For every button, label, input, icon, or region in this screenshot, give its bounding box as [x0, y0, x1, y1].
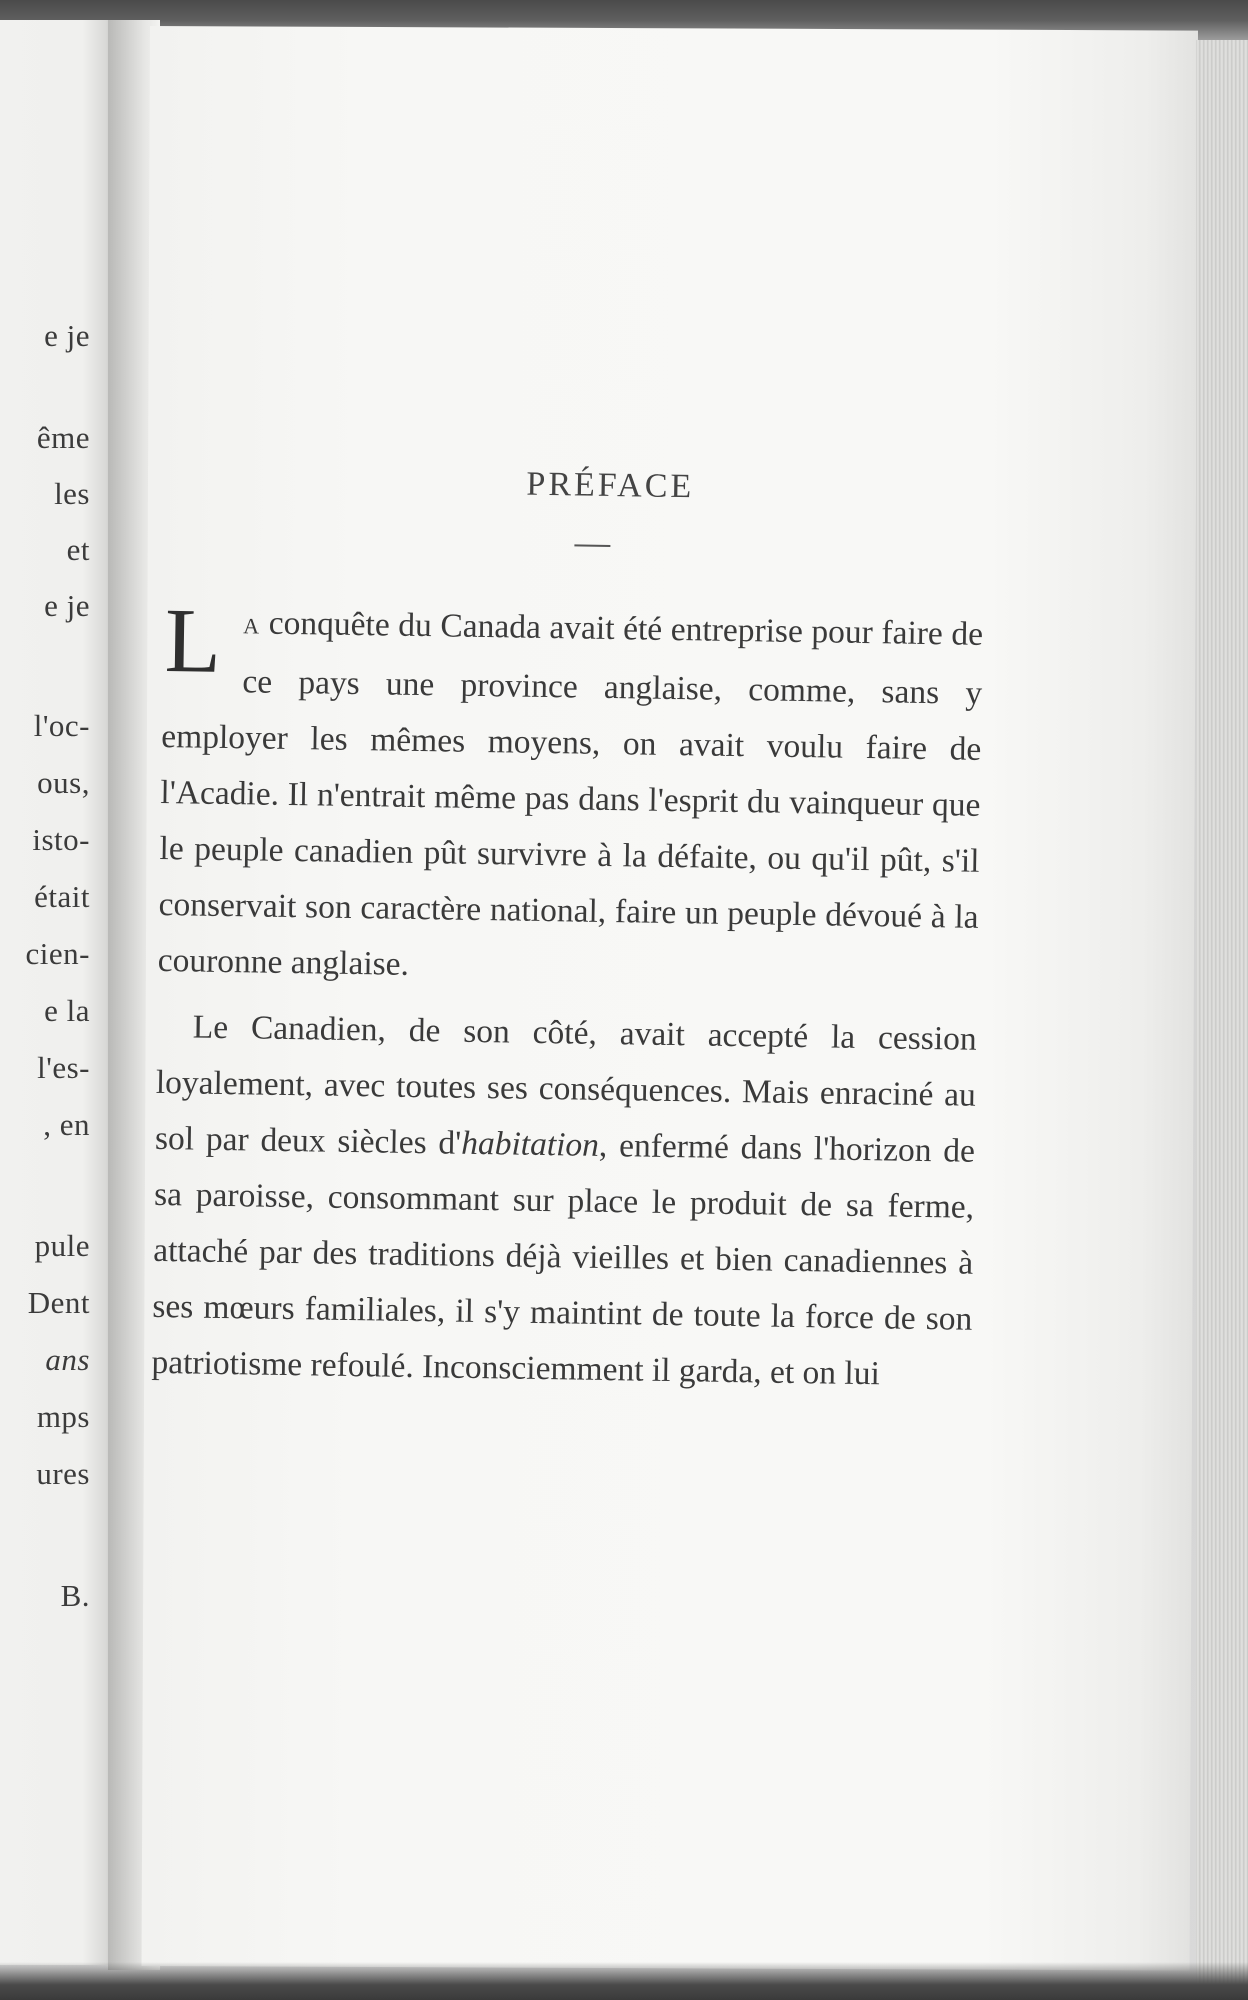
- left-page-fragment: e je: [44, 588, 90, 623]
- left-page-fragment: mps: [36, 1399, 90, 1434]
- left-page-fragment: et: [66, 532, 90, 567]
- left-page-fragment: e la: [44, 993, 90, 1028]
- left-page-fragment: les: [54, 476, 90, 511]
- left-page-fragment: était: [34, 879, 90, 914]
- left-page-fragment: e je: [44, 318, 90, 353]
- bottom-shadow: [0, 1962, 1248, 2000]
- left-page-fragment: ans: [45, 1342, 90, 1377]
- left-page: [0, 20, 118, 1965]
- second-paragraph: [151, 999, 977, 1404]
- left-page-fragment: , en: [43, 1107, 90, 1142]
- left-page-fragment: l'es-: [37, 1050, 90, 1085]
- left-page-fragment: ous,: [37, 765, 90, 800]
- left-page-fragment: Dent: [27, 1285, 90, 1320]
- left-page-fragment: isto-: [32, 822, 90, 857]
- left-page-fragment: ures: [36, 1456, 90, 1491]
- drop-cap: L: [164, 589, 222, 692]
- first-paragraph: [157, 589, 984, 1002]
- paragraph-lead: A: [243, 613, 261, 639]
- paragraph-text: conquête du Canada avait été entreprise pour faire de ce pays une province anglaise, comme, sans y employer les mêmes moyens, on avait voulu faire de l'Acadie. Il n'entrait même pas dans l'esprit du vainqueur que le peuple canadien pût survivre à la défaite, ou qu'il pût, s'il conservait son caractère national, faire un peuple dévoué à la couronne anglaise.: [157, 604, 984, 983]
- title-rule: [574, 544, 610, 547]
- page-edges: [1196, 40, 1248, 2000]
- paragraph-text: Le Canadien, de son côté, avait accepté la cession loyalement, avec toutes ses conséquences. Mais enraciné au sol par deux siècles d': [154, 1008, 977, 1162]
- paragraph-text: , enfermé dans l'horizon de sa paroisse, consommant sur place le produit de sa ferme, attaché par des traditions déjà vieilles et bien canadiennes à ses mœurs familiales, il s'y maintint de toute la force de son patriotisme refoulé. Inconsciemment il garda, et on lui: [151, 1126, 976, 1393]
- preface-text: [151, 440, 986, 1404]
- left-page-fragment: cien-: [25, 936, 90, 971]
- left-page-fragment: ême: [36, 420, 90, 455]
- left-page-fragment: B.: [60, 1578, 90, 1613]
- page-title: PRÉFACE: [526, 465, 695, 506]
- italic-term: habitation: [460, 1124, 600, 1164]
- left-page-fragment: pule: [34, 1228, 90, 1263]
- left-page-fragment: l'oc-: [33, 708, 90, 743]
